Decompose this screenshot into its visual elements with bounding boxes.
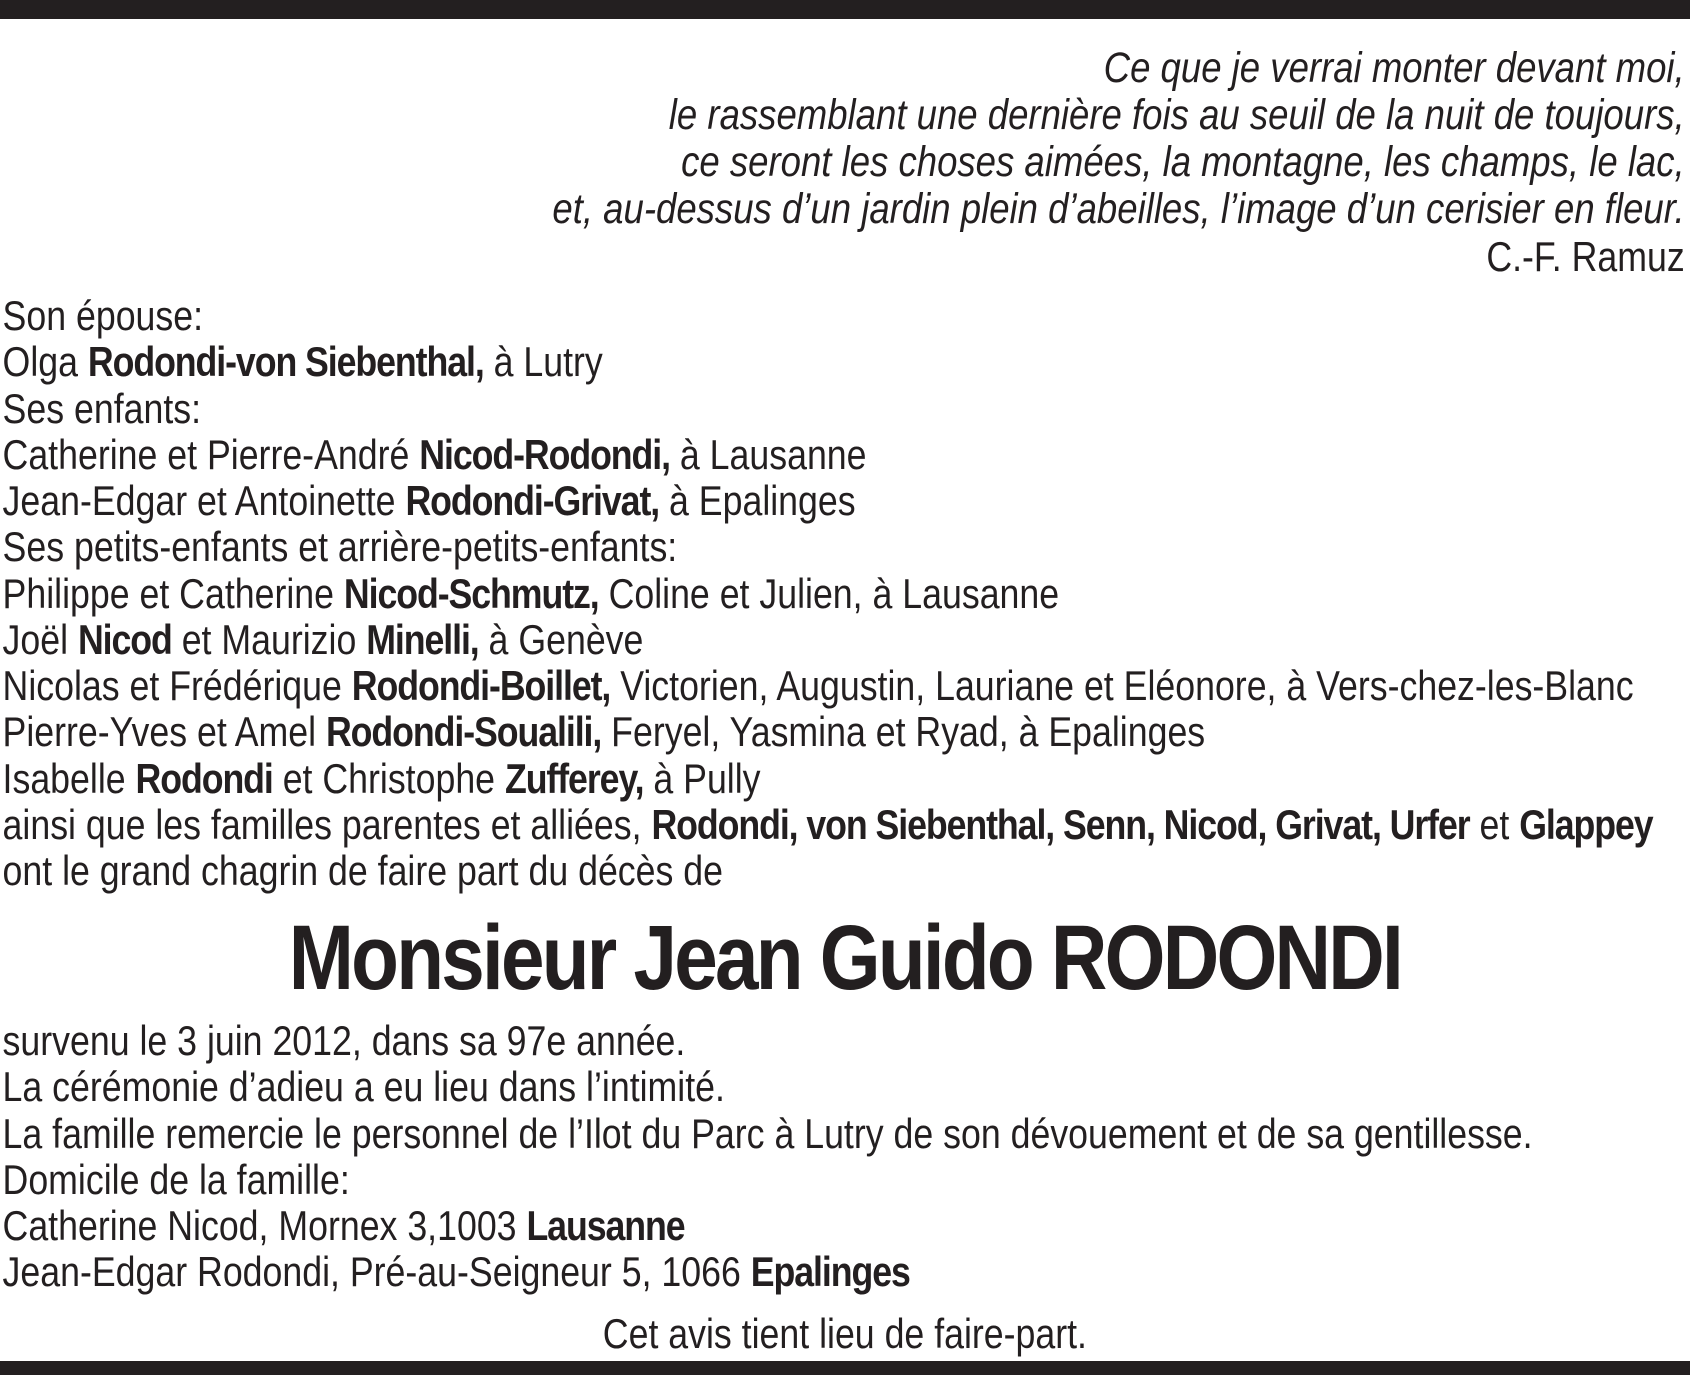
family-name: Nicod-Rodondi, <box>419 430 670 478</box>
notice-text: Nicolas et Frédérique <box>2 662 352 709</box>
notice-text: Joël <box>2 615 78 663</box>
notice-text: à Genève <box>478 615 644 663</box>
notice-line <box>3 571 1690 617</box>
address-line <box>3 1249 1690 1295</box>
epigraph <box>0 45 1690 280</box>
details-text: survenu le 3 juin 2012, dans sa 97e année. <box>2 1017 686 1064</box>
notice-text: à Lausanne <box>669 430 867 478</box>
family-name: Rodondi-von Siebenthal, <box>87 338 484 386</box>
epigraph-line: ce seront les choses aimées, la montagne, les champs, le lac, <box>681 138 1685 186</box>
details-line <box>3 1157 1690 1203</box>
notice-text: Olga <box>2 338 88 386</box>
notice-heading <box>3 524 1690 570</box>
details-text: La cérémonie d’adieu a eu lieu dans l’intimité. <box>2 1063 725 1111</box>
notice-line <box>3 339 1690 385</box>
details-text: La famille remercie le personnel de l’Ilot du Parc à Lutry de son dévouement et de sa gentillesse. <box>2 1109 1533 1157</box>
details-line <box>3 1064 1690 1110</box>
family-name: Rodondi-Boillet, <box>351 662 611 709</box>
family-name: Rodondi-Grivat, <box>405 477 660 524</box>
epigraph-line: et, au-dessus d’un jardin plein d’abeilles, l’image d’un cerisier en fleur. <box>552 185 1685 233</box>
notice-text: ainsi que les familles parentes et alliées, <box>2 800 652 848</box>
notice-text: Ses petits-enfants et arrière-petits-enfants: <box>2 523 678 571</box>
address-city: Epalinges <box>750 1248 910 1296</box>
notice-heading <box>3 293 1690 339</box>
notice-line <box>3 663 1690 709</box>
family-name: Nicod-Schmutz, <box>343 569 599 617</box>
notice-text: Catherine et Pierre-André <box>2 430 420 478</box>
bottom-rule <box>0 1361 1690 1375</box>
notice-line <box>3 432 1690 478</box>
epigraph-author: C.-F. Ramuz <box>1486 233 1685 280</box>
family-name: Rodondi <box>135 754 273 802</box>
footer-note: Cet avis tient lieu de faire-part. <box>602 1310 1087 1357</box>
notice-text: Jean-Edgar et Antoinette <box>2 477 406 524</box>
family-name: Rodondi-Soualili, <box>325 708 602 756</box>
notice-details <box>0 1018 1690 1296</box>
address-city: Lausanne <box>526 1202 685 1249</box>
notice-text: Coline et Julien, à Lausanne <box>598 569 1060 617</box>
epigraph-line: le rassemblant une dernière fois au seuil de la nuit de toujours, <box>668 91 1685 139</box>
notice-line <box>3 756 1690 802</box>
notice-heading <box>3 386 1690 432</box>
notice-text: Isabelle <box>2 754 136 802</box>
family-name: Rodondi, von Siebenthal, Senn, Nicod, Grivat, Urfer <box>651 800 1470 848</box>
address-text: Catherine Nicod, Mornex 3,1003 <box>2 1202 527 1249</box>
address-line <box>3 1203 1690 1249</box>
family-name: Glappey <box>1519 800 1653 848</box>
notice-text: et Maurizio <box>171 615 367 663</box>
notice-text: à Pully <box>643 754 761 802</box>
notice-line <box>3 848 1690 894</box>
epigraph-line: Ce que je verrai monter devant moi, <box>1103 44 1685 92</box>
family-name: Zufferey, <box>504 754 644 802</box>
notice-text: Ses enfants: <box>2 384 202 432</box>
details-line <box>3 1018 1690 1064</box>
notice-text: Pierre-Yves et Amel <box>2 708 326 756</box>
notice-text: et Christophe <box>272 754 505 802</box>
notice-text: à Epalinges <box>659 477 856 524</box>
notice-line <box>3 478 1690 524</box>
address-text: Jean-Edgar Rodondi, Pré-au-Seigneur 5, 1066 <box>2 1248 751 1296</box>
notice-text: Philippe et Catherine <box>2 569 344 617</box>
notice-text: Feryel, Yasmina et Ryad, à Epalinges <box>601 708 1206 756</box>
family-notice <box>0 293 1690 894</box>
notice-text: Son épouse: <box>2 292 204 339</box>
details-line <box>3 1111 1690 1157</box>
notice-text: à Lutry <box>483 338 603 386</box>
family-name: Nicod <box>77 615 172 663</box>
family-name: Minelli, <box>366 615 479 663</box>
notice-line <box>3 709 1690 755</box>
notice-text: ont le grand chagrin de faire part du décès de <box>2 847 723 894</box>
notice-text: Victorien, Augustin, Lauriane et Eléonore, à Vers-chez-les-Blanc <box>610 662 1634 709</box>
notice-line <box>3 617 1690 663</box>
notice-line <box>3 802 1690 848</box>
notice-text: et <box>1469 800 1520 848</box>
details-text: Domicile de la famille: <box>2 1155 350 1203</box>
deceased-name: Monsieur Jean Guido RODONDI <box>288 907 1402 1009</box>
